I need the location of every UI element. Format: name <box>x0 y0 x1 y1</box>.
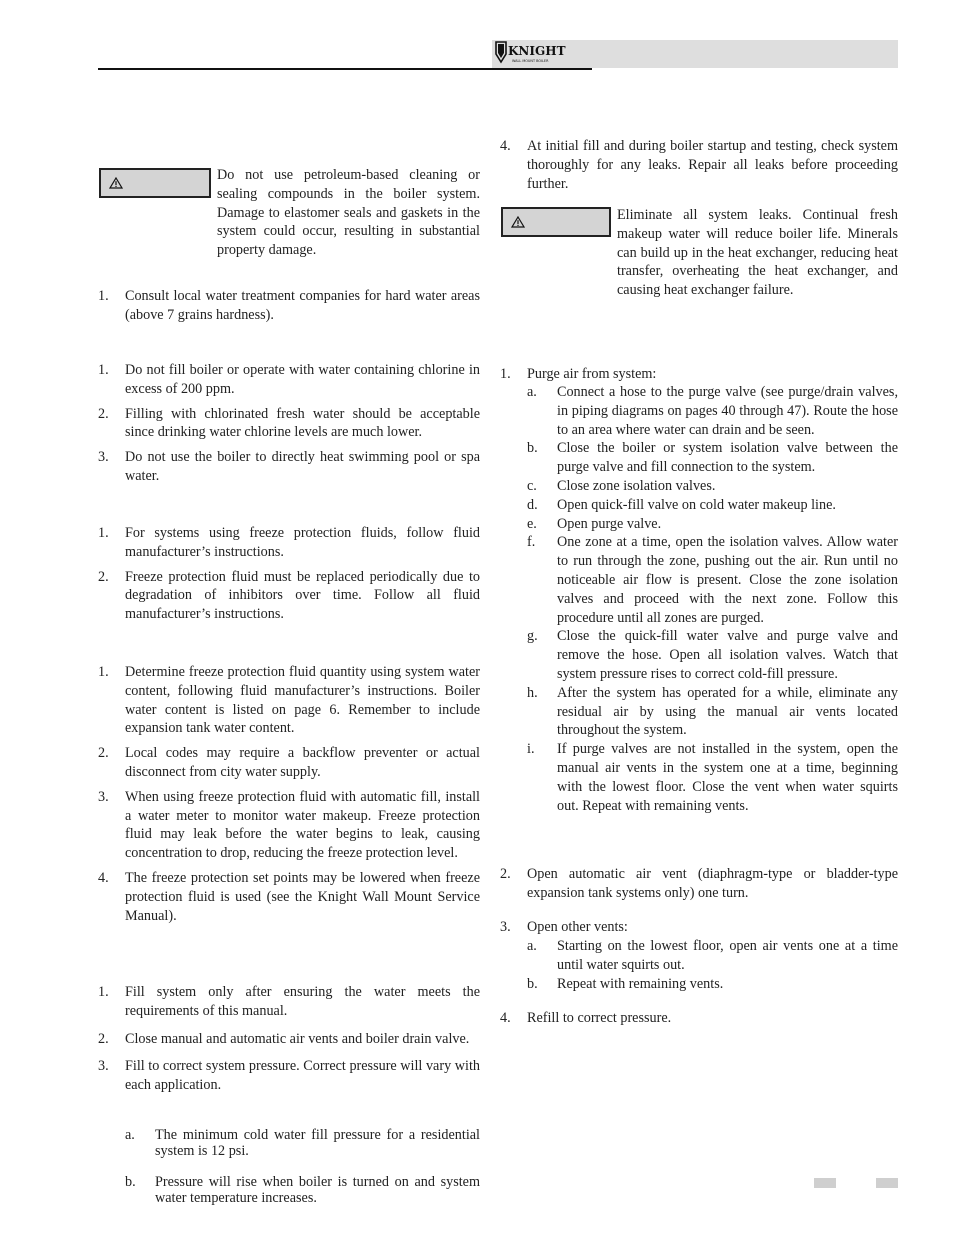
sub-list-item: c. Close zone isolation valves. <box>527 477 716 494</box>
sub-list-item: h. After the system has operated for a while, eliminate any residual air by using the manual air vents located throughout the system. <box>527 684 898 739</box>
list-item: 2. Close manual and automatic air vents and boiler drain valve. <box>98 1030 470 1047</box>
list-item: 4. At initial fill and during boiler startup and testing, check system thoroughly for any leaks. Repair all leaks before proceeding further. <box>500 138 898 192</box>
svg-text:KNIGHT: KNIGHT <box>508 44 566 58</box>
sub-list-item: e. Open purge valve. <box>527 515 662 532</box>
knight-logo <box>494 40 566 66</box>
list-item: 4. The freeze protection set points may be lowered when freeze protection fluid is used (see the Knight Wall Mount Service Manual). <box>98 869 480 924</box>
sub-list-item: b. Pressure will rise when boiler is turned on and system water temperature increases. <box>125 1174 480 1206</box>
sub-list-item: b. Close the boiler or system isolation valve between the purge valve and fill connection to the system. <box>527 440 898 476</box>
list-item: 3. Fill to correct system pressure. Correct pressure will vary with each application. <box>98 1058 480 1094</box>
sub-list-item: f. One zone at a time, open the isolation valves. Allow water to run through the zone, pushing out the air. Run until no noticeable air flow is present. Close the zone isolation valves and proceed with the next zone. Follow this procedure until all zones are purged. <box>527 534 898 626</box>
sub-list-item: a. Starting on the lowest floor, open air vents one at a time until water squirts out. <box>527 938 898 973</box>
sub-list-item: a. The minimum cold water fill pressure for a residential system is 12 psi. <box>125 1127 480 1159</box>
caution-text: Eliminate all system leaks. Continual fresh makeup water will reduce boiler life. Minerals can build up in the heat exchanger, reducing heat transfer, overheating the heat exchanger, and causing heat exchanger failure. <box>617 207 898 299</box>
list-item: 3. When using freeze protection fluid with automatic fill, install a water meter to monitor water makeup. Freeze protection fluid may leak before the water begins to leak, causing concentration to drop, reducing the freeze protection level. <box>98 788 480 862</box>
list-item: 2. Local codes may require a backflow preventer or actual disconnect from city water supply. <box>98 745 480 780</box>
list-item: 1. Determine freeze protection fluid quantity using system water content, following fluid manufacturer’s instructions. Boiler water content is listed on page 6. Remember to include expansion tank water content. <box>98 664 480 737</box>
sub-list-item: b. Repeat with remaining vents. <box>527 975 724 992</box>
caution-text: Do not use petroleum-based cleaning or sealing compounds in the boiler system. Damage to elastomer seals and gaskets in the system could occur, resulting in substantial property damage. <box>217 167 480 259</box>
list-item: 1. Consult local water treatment companies for hard water areas (above 7 grains hardness). <box>98 288 480 323</box>
footer-bar-right <box>876 1178 898 1188</box>
caution-label <box>501 207 611 237</box>
header-rule <box>98 68 592 70</box>
caution-label <box>99 168 211 198</box>
sub-list-item: a. Connect a hose to the purge valve (see purge/drain valves, in piping diagrams on pages 40 through 47). Route the hose to an area where water can drain and be seen. <box>527 384 898 438</box>
warning-triangle-icon <box>109 177 123 189</box>
list-item: 1. Do not fill boiler or operate with water containing chlorine in excess of 200 ppm. <box>98 362 480 397</box>
list-item: 4. Refill to correct pressure. <box>500 1010 672 1026</box>
sub-list-item: d. Open quick-fill valve on cold water makeup line. <box>527 496 836 513</box>
sub-list-item: g. Close the quick-fill water valve and purge valve and remove the hose. Open all isolation valves. Watch that system pressure rises to correct cold-fill pressure. <box>527 628 898 682</box>
list-item: 3. Open other vents: <box>500 919 628 935</box>
warning-triangle-icon <box>511 216 525 228</box>
list-item: 1. Purge air from system: <box>500 366 657 382</box>
list-item: 2. Filling with chlorinated fresh water should be acceptable since drinking water chlorine levels are much lower. <box>98 405 480 441</box>
footer-bar-left <box>814 1178 836 1188</box>
list-item: 2. Freeze protection fluid must be replaced periodically due to degradation of inhibitors over time. Follow all fluid manufacturer’s instructions. <box>98 568 480 623</box>
svg-text:WALL MOUNT BOILER: WALL MOUNT BOILER <box>512 59 549 63</box>
list-item: 1. For systems using freeze protection fluids, follow fluid manufacturer’s instructions. <box>98 525 480 560</box>
list-item: 2. Open automatic air vent (diaphragm-type or bladder-type expansion tank systems only) one turn. <box>500 866 898 901</box>
list-item: 3. Do not use the boiler to directly heat swimming pool or spa water. <box>98 449 480 484</box>
list-item: 1. Fill system only after ensuring the water meets the requirements of this manual. <box>98 984 480 1019</box>
sub-list-item: i. If purge valves are not installed in the system, open the manual air vents in the system one at a time, beginning with the lowest floor. Close the vent when water squirts out. Repeat with remaining vents. <box>527 741 898 814</box>
